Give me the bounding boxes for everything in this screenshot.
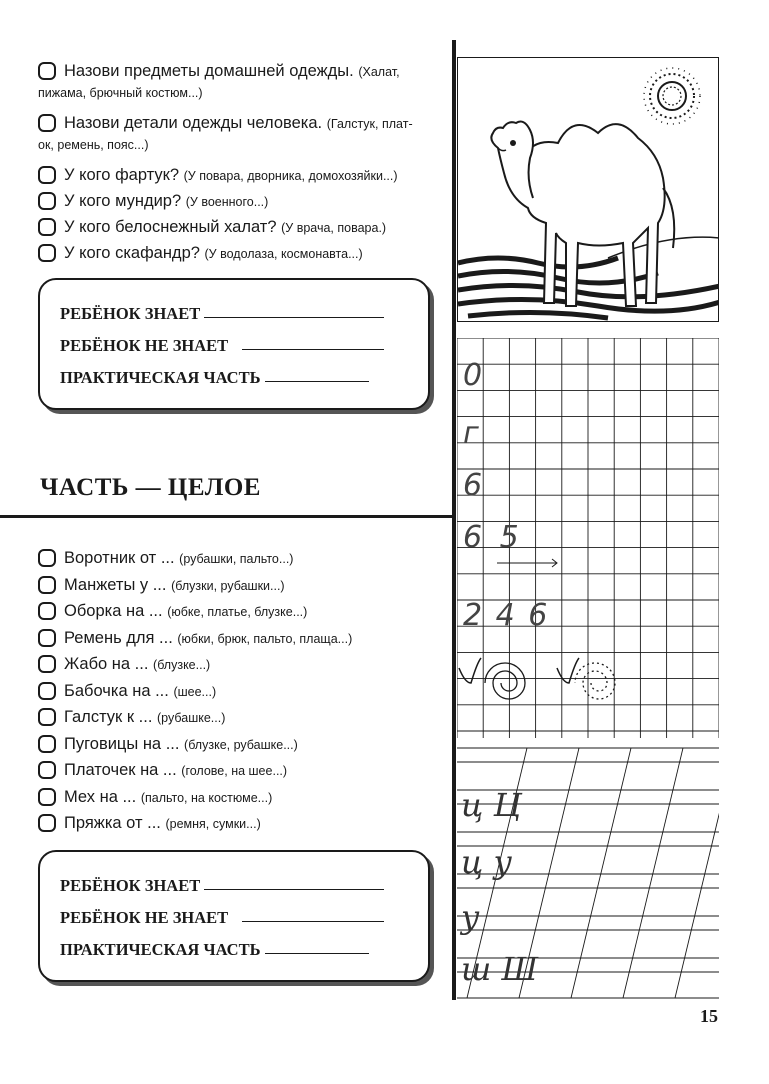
section-divider: [0, 515, 452, 518]
camel-icon: [458, 58, 719, 322]
cursive-sample: ц Ц: [461, 786, 522, 824]
camel-illustration: [457, 57, 719, 322]
item-hint: (юбке, платье, блузке...): [167, 605, 308, 619]
checklist-item: [38, 731, 448, 758]
item-hint: (У повара, дворника, домохозяйки...): [183, 169, 398, 183]
checkbox[interactable]: [38, 244, 56, 262]
item-label: Пряжка от ...: [64, 814, 161, 832]
checkbox[interactable]: [38, 576, 56, 594]
checkbox[interactable]: [38, 192, 56, 210]
grid-lines: [457, 338, 719, 1000]
section-title: ЧАСТЬ — ЦЕЛОЕ: [40, 474, 261, 501]
cursive-sample: у: [461, 898, 480, 936]
column-divider: [452, 40, 456, 1000]
practice-grid: [457, 338, 719, 1000]
item-hint: (шее...): [173, 685, 217, 699]
item-label: Галстук к ...: [64, 708, 153, 726]
grid-sample: г: [463, 416, 479, 451]
item-hint: (рубашки, пальто...): [179, 552, 294, 566]
cursive-sample: ц у: [461, 843, 513, 881]
dunes: [458, 258, 719, 318]
item-hint: (пальто, на костюме...): [140, 791, 273, 805]
page-number: 15: [700, 1006, 718, 1026]
checklist-item: [38, 704, 448, 731]
checkbox[interactable]: [38, 62, 56, 80]
checklist-item: [38, 757, 448, 784]
item-label: Назови предметы домашней одежды.: [64, 62, 354, 80]
checklist-item: [38, 784, 448, 811]
grid-sample: 6 5: [463, 520, 523, 555]
checklist-item: [38, 545, 448, 572]
checkbox[interactable]: [38, 218, 56, 236]
item-hint-continuation: ок, ремень, пояс...): [38, 138, 149, 152]
answer-line[interactable]: [265, 381, 369, 382]
checklist-item: [38, 110, 448, 154]
checklist-item: [38, 214, 448, 241]
checkbox[interactable]: [38, 814, 56, 832]
checkbox[interactable]: [38, 549, 56, 567]
checkbox[interactable]: [38, 114, 56, 132]
checkbox[interactable]: [38, 735, 56, 753]
answer-label: РЕБЁНОК ЗНАЕТ: [60, 876, 201, 895]
checklist-item: [38, 58, 448, 102]
item-label: Ремень для ...: [64, 629, 173, 647]
item-hint: (блузке, рубашке...): [184, 738, 298, 752]
checklist-item: [38, 188, 448, 215]
answer-label: ПРАКТИЧЕСКАЯ ЧАСТЬ: [60, 940, 261, 959]
checklist-item: [38, 162, 448, 189]
checklist-item: [38, 572, 448, 599]
answer-row-practical: [60, 356, 428, 388]
checkbox[interactable]: [38, 166, 56, 184]
checklist-item: [38, 240, 448, 267]
answer-row-knows: [60, 292, 428, 324]
answer-box: [38, 850, 430, 982]
item-hint: (Халат,: [358, 65, 400, 79]
answer-row-not-knows: [60, 896, 428, 928]
checkbox[interactable]: [38, 629, 56, 647]
item-label: У кого белоснежный халат?: [64, 218, 277, 236]
answer-label: РЕБЁНОК ЗНАЕТ: [60, 304, 201, 323]
checkbox[interactable]: [38, 602, 56, 620]
item-label: Оборка на ...: [64, 602, 163, 620]
answer-line[interactable]: [204, 317, 384, 318]
item-hint: (рубашке...): [157, 711, 226, 725]
checklist-item: [38, 678, 448, 705]
checklist-item: [38, 598, 448, 625]
grid-sample: 2 4 6: [463, 598, 550, 633]
checklist-item: [38, 625, 448, 652]
cursive-sample: ш Ш: [461, 950, 538, 988]
answer-line[interactable]: [204, 889, 384, 890]
answer-line[interactable]: [242, 349, 384, 350]
checklist-item: [38, 810, 448, 837]
item-hint: (Галстук, плат-: [326, 117, 413, 131]
item-hint: (юбки, брюк, пальто, плаща...): [177, 632, 353, 646]
grid-sample: 6: [463, 468, 483, 503]
item-label: Жабо на ...: [64, 655, 149, 673]
item-label: У кого скафандр?: [64, 244, 200, 262]
item-label: У кого фартук?: [64, 166, 180, 184]
spiral-icon: [485, 663, 525, 699]
sun-icon: [644, 68, 700, 124]
answer-label: РЕБЁНОК НЕ ЗНАЕТ: [60, 336, 229, 355]
answer-row-practical: [60, 928, 428, 960]
answer-line[interactable]: [242, 921, 384, 922]
item-hint: (блузке...): [153, 658, 211, 672]
item-label: Пуговицы на ...: [64, 735, 180, 753]
answer-line[interactable]: [265, 953, 369, 954]
checklist-item: [38, 651, 448, 678]
answer-row-knows: [60, 864, 428, 896]
item-label: У кого мундир?: [64, 192, 182, 210]
item-hint: (блузки, рубашки...): [171, 579, 285, 593]
item-hint-continuation: пижама, брючный костюм...): [38, 86, 203, 100]
item-hint: (У врача, повара.): [281, 221, 387, 235]
spiral-icon: [575, 663, 615, 699]
checkbox[interactable]: [38, 682, 56, 700]
checkbox[interactable]: [38, 761, 56, 779]
item-label: Манжеты у ...: [64, 576, 167, 594]
answer-box: [38, 278, 430, 410]
checkbox[interactable]: [38, 655, 56, 673]
item-label: Воротник от ...: [64, 549, 175, 567]
item-hint: (голове, на шее...): [181, 764, 288, 778]
answer-label: РЕБЁНОК НЕ ЗНАЕТ: [60, 908, 229, 927]
checkbox[interactable]: [38, 788, 56, 806]
item-label: Платочек на ...: [64, 761, 177, 779]
item-label: Мех на ...: [64, 788, 137, 806]
item-hint: (У водолаза, космонавта...): [204, 247, 363, 261]
item-hint: (ремня, сумки...): [165, 817, 261, 831]
checkbox[interactable]: [38, 708, 56, 726]
answer-label: ПРАКТИЧЕСКАЯ ЧАСТЬ: [60, 368, 261, 387]
item-label: Бабочка на ...: [64, 682, 169, 700]
grid-sample: 0: [463, 358, 483, 393]
item-label: Назови детали одежды человека.: [64, 114, 323, 132]
answer-row-not-knows: [60, 324, 428, 356]
item-hint: (У военного...): [185, 195, 269, 209]
